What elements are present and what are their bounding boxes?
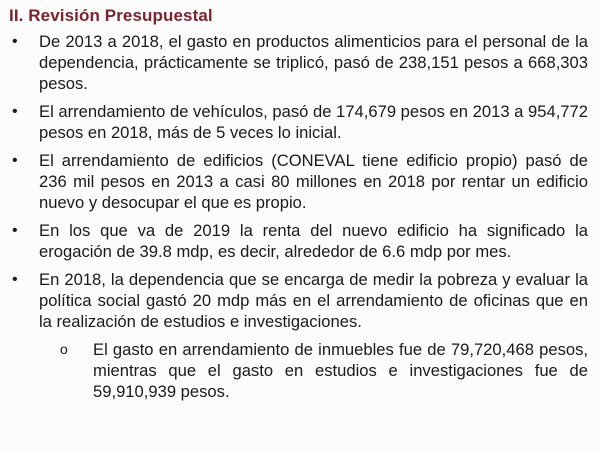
hollow-circle-icon: o [60,341,68,357]
bullet-item-4 [9,220,588,262]
bullet-text: El arrendamiento de edificios (CONEVAL tiene edificio propio) pasó de 236 mil pesos en 2013 a casi 80 millones en 2018 por rentar un edificio nuevo y desocupar el que es propio. [39,151,588,212]
bullet-list [9,31,588,332]
bullet-dot-icon: • [12,271,18,288]
bullet-text: En 2018, la dependencia que se encarga de medir la pobreza y evaluar la política social gastó 20 mdp más en el arrendamiento de oficinas que en la realización de estudios e investigaciones. [39,270,588,331]
bullet-text: En los que va de 2019 la renta del nuevo edificio ha significado la erogación de 39.8 mdp, es decir, alrededor de 6.6 mdp por mes. [39,221,588,261]
bullet-item-5 [9,269,588,332]
sub-bullet-text: El gasto en arrendamiento de inmuebles fue de 79,720,468 pesos, mientras que el gasto en estudios e investigaciones fue de 59,910,939 pesos. [93,340,588,401]
bullet-dot-icon: • [12,103,18,120]
sub-bullet-list [9,339,588,402]
bullet-item-1 [9,31,588,94]
bullet-dot-icon: • [12,222,18,239]
bullet-text: De 2013 a 2018, el gasto en productos alimenticios para el personal de la dependencia, prácticamente se triplicó, pasó de 238,151 pesos a 668,303 pesos. [39,32,588,93]
bullet-item-2 [9,101,588,143]
sub-bullet-item-1 [52,339,588,402]
bullet-dot-icon: • [12,152,18,169]
bullet-item-3 [9,150,588,213]
section-title: II. Revisión Presupuestal [9,6,213,25]
bullet-text: El arrendamiento de vehículos, pasó de 174,679 pesos en 2013 a 954,772 pesos en 2018, más de 5 veces lo inicial. [39,102,588,142]
bullet-dot-icon: • [12,33,18,50]
